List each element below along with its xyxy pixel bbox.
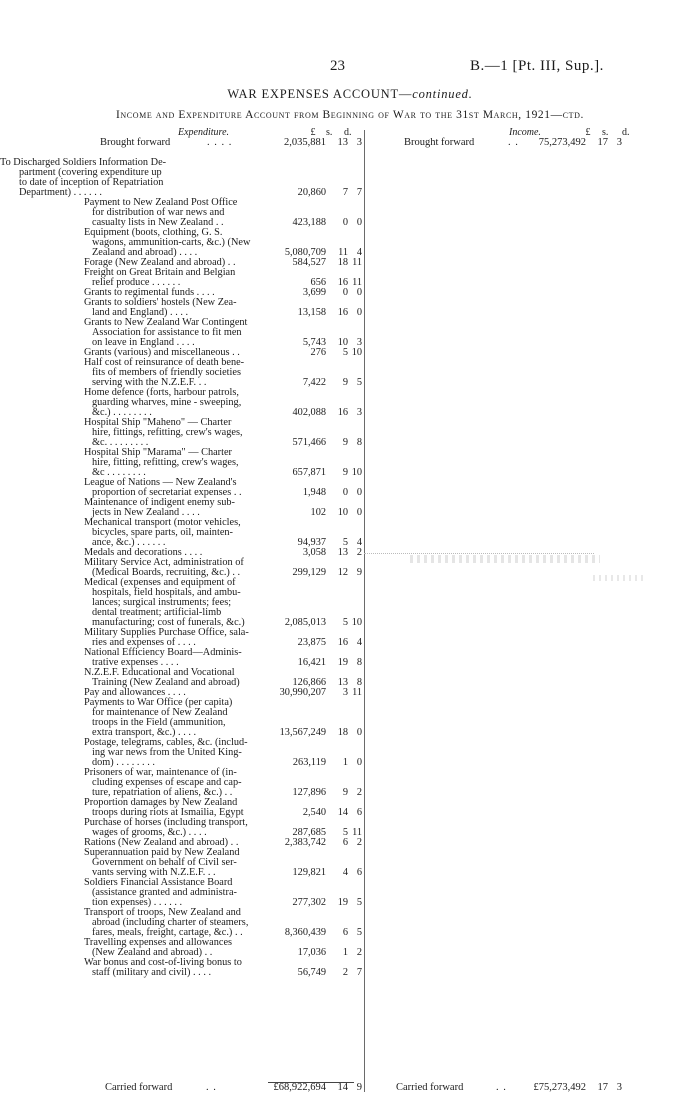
- amount-pence: 11: [352, 827, 362, 838]
- amount-pence: 8: [356, 437, 362, 448]
- entry-text: Half cost of reinsurance of death bene-: [84, 357, 245, 368]
- carried-forward-amount-left: [240, 1082, 362, 1093]
- entry-text: fares, meals, freight, cartage, &c.) . .: [92, 927, 243, 938]
- expenditure-heading: Expenditure.: [178, 127, 230, 138]
- amount-pence: 6: [356, 807, 362, 818]
- pence-heading-left: d.: [344, 127, 352, 138]
- amount-pounds: 276: [310, 347, 326, 358]
- amount-pounds: 2,035,881: [284, 137, 326, 148]
- amount-shillings: 7: [342, 187, 348, 198]
- amount-shillings: 9: [342, 437, 348, 448]
- amount-pence: 0: [356, 217, 362, 228]
- entry-text: Grants to soldiers' hostels (New Zea-: [84, 297, 237, 308]
- entry-text: for maintenance of New Zealand: [92, 707, 228, 718]
- entry-text: proportion of secretariat expenses . .: [92, 487, 242, 498]
- entry-text: to date of inception of Repatriation: [19, 177, 164, 188]
- entry-text: cluding expenses of escape and cap-: [92, 777, 242, 788]
- amount-pence: 0: [356, 487, 362, 498]
- entry-text: &c. . . . . . . . .: [92, 437, 149, 448]
- amount-pounds: 127,896: [292, 787, 326, 798]
- entry-text: Postage, telegrams, cables, &c. (includ-: [84, 737, 248, 748]
- entry-text: serving with the N.Z.E.F. . .: [92, 377, 207, 388]
- entry-text: Payment to New Zealand Post Office: [84, 197, 238, 208]
- amount-pounds: £75,273,492: [533, 1082, 586, 1093]
- amount-pounds: 3,058: [302, 547, 326, 558]
- amount-shillings: 2: [342, 967, 348, 978]
- entry-text: Medals and decorations . . . .: [84, 547, 203, 558]
- carried-forward-label-left: Carried forward: [105, 1082, 173, 1093]
- amount-shillings: 16: [337, 277, 348, 288]
- entry-text: Grants (various) and miscellaneous . .: [84, 347, 240, 358]
- entry-text: Travelling expenses and allowances: [84, 937, 233, 948]
- amount-pounds: 571,466: [292, 437, 326, 448]
- amount-shillings: 6: [342, 837, 348, 848]
- entry-text: wagons, ammunition-carts, &c.) (New: [92, 237, 251, 248]
- expenditure-entry: [66, 628, 362, 648]
- shillings-heading-left: s.: [326, 127, 333, 138]
- pounds-heading-left: £: [310, 127, 316, 138]
- account-title: [0, 87, 700, 102]
- amount-pounds: 402,088: [292, 407, 326, 418]
- amount-pounds: 3,699: [302, 287, 326, 298]
- amount-pounds: 13,158: [297, 307, 326, 318]
- amount-pounds: 656: [310, 277, 326, 288]
- amount-pence: 10: [351, 467, 362, 478]
- entry-text: bicycles, spare parts, oil, mainten-: [92, 527, 233, 538]
- amount-shillings: 14: [337, 807, 348, 818]
- entry-text: War bonus and cost-of-living bonus to: [84, 957, 242, 968]
- entry-text: ing war news from the United King-: [92, 747, 242, 758]
- entry-text: ance, &c.) . . . . . .: [92, 537, 166, 548]
- amount-shillings: 10: [337, 507, 348, 518]
- entry-text: Maintenance of indigent enemy sub-: [84, 497, 235, 508]
- amount-pence: 9: [356, 1082, 362, 1093]
- entry-text: (assistance granted and administra-: [92, 887, 237, 898]
- amount-shillings: 0: [342, 487, 348, 498]
- entry-text: troops in the Field (ammunition,: [92, 717, 226, 728]
- amount-pence: 5: [356, 377, 362, 388]
- amount-pounds: 5,080,709: [284, 247, 326, 258]
- carried-forward-label-right: Carried forward: [396, 1082, 464, 1093]
- expenditure-entry: [66, 818, 362, 838]
- amount-pence: 4: [356, 247, 362, 258]
- column-divider: [364, 130, 365, 1092]
- entry-text: Home defence (forts, harbour patrols,: [84, 387, 239, 398]
- amount-pounds: £68,922,694: [273, 1082, 326, 1093]
- entry-text: Medical (expenses and equipment of: [84, 577, 236, 588]
- entry-text: (Medical Boards, recruiting, &c.) . .: [92, 567, 241, 578]
- amount-pounds: 30,990,207: [279, 687, 326, 698]
- faint-bleed-through: [410, 555, 600, 563]
- amount-pence: 0: [356, 307, 362, 318]
- entry-text: dom) . . . . . . . .: [92, 757, 155, 768]
- entry-text: Freight on Great Britain and Belgian: [84, 267, 236, 278]
- amount-pence: 6: [356, 867, 362, 878]
- amount-pence: 2: [356, 787, 362, 798]
- entry-text: Grants to New Zealand War Contingent: [84, 317, 248, 328]
- amount-shillings: 9: [342, 377, 348, 388]
- amount-shillings: 18: [337, 257, 348, 268]
- expenditure-entry: [66, 908, 362, 938]
- amount-pence: 0: [356, 507, 362, 518]
- expenditure-entry: [66, 418, 362, 448]
- document-reference: B.—1 [Pt. III, Sup.].: [470, 58, 604, 74]
- entry-text: hire, fittings, refitting, crew's wages,: [92, 427, 243, 438]
- expenditure-entry: [66, 768, 362, 798]
- amount-pence: 0: [356, 757, 362, 768]
- entry-text: N.Z.E.F. Educational and Vocational: [84, 667, 235, 678]
- carried-forward-amount-right: [510, 1082, 622, 1093]
- amount-pounds: 102: [310, 507, 326, 518]
- entry-text: Equipment (boots, clothing, G. S.: [84, 227, 223, 238]
- entry-text: Zealand and abroad) . . . .: [92, 247, 198, 258]
- amount-shillings: 13: [337, 547, 348, 558]
- amount-pounds: 16,421: [297, 657, 326, 668]
- entry-text: on leave in England . . . .: [92, 337, 195, 348]
- entry-text: troops during riots at Ismailia, Egypt: [92, 807, 244, 818]
- expenditure-entry: [66, 228, 362, 258]
- amount-pence: 2: [356, 547, 362, 558]
- pounds-heading-right: £: [585, 127, 591, 138]
- amount-shillings: 17: [597, 1082, 608, 1093]
- amount-shillings: 16: [337, 307, 348, 318]
- amount-pence: 11: [352, 687, 362, 698]
- expenditure-entry: [66, 938, 362, 958]
- amount-shillings: 0: [342, 217, 348, 228]
- entry-text: relief produce . . . . . .: [92, 277, 181, 288]
- entry-text: League of Nations — New Zealand's: [84, 477, 237, 488]
- entry-text: National Efficiency Board—Adminis-: [84, 647, 242, 658]
- expenditure-entry: [66, 478, 362, 498]
- entry-text: guarding wharves, mine - sweeping,: [92, 397, 242, 408]
- entry-text: jects in New Zealand . . . .: [92, 507, 200, 518]
- amount-shillings: 3: [342, 687, 348, 698]
- entry-text: vants serving with N.Z.E.F. . .: [92, 867, 216, 878]
- expenditure-entry: [66, 298, 362, 318]
- amount-pence: 5: [356, 897, 362, 908]
- amount-shillings: 0: [342, 287, 348, 298]
- expenditure-entry: [66, 578, 362, 628]
- entry-text: ture, repatriation of aliens, &c.) . .: [92, 787, 233, 798]
- expenditure-entry: [66, 498, 362, 518]
- amount-pounds: 2,085,013: [284, 617, 326, 628]
- amount-shillings: 9: [342, 787, 348, 798]
- expenditure-entry: [66, 698, 362, 738]
- account-title-text: WAR EXPENSES ACCOUNT—continued.: [227, 87, 473, 101]
- carried-forward-dots-right: . .: [496, 1082, 507, 1093]
- amount-pounds: 7,422: [302, 377, 326, 388]
- entry-text: Association for assistance to fit men: [92, 327, 242, 338]
- entry-text: Payments to War Office (per capita): [84, 697, 233, 708]
- page-number: 23: [330, 58, 345, 74]
- entry-text: land and England) . . . .: [92, 307, 189, 318]
- expenditure-entry: [66, 648, 362, 668]
- amount-pence: 7: [356, 187, 362, 198]
- entry-text: trative expenses . . . .: [92, 657, 179, 668]
- amount-pence: 11: [352, 277, 362, 288]
- amount-shillings: 12: [337, 567, 348, 578]
- entry-text: casualty lists in New Zealand . .: [92, 217, 224, 228]
- amount-pence: 3: [616, 1082, 622, 1093]
- amount-pence: 5: [356, 927, 362, 938]
- amount-pounds: 94,937: [297, 537, 326, 548]
- entry-text: hospitals, field hospitals, and ambu-: [92, 587, 241, 598]
- amount-pence: 0: [356, 727, 362, 738]
- amount-shillings: 17: [597, 137, 608, 148]
- amount-shillings: 1: [342, 757, 348, 768]
- entry-text: ries and expenses of . . . .: [92, 637, 196, 648]
- entry-text: Hospital Ship "Marama" — Charter: [84, 447, 232, 458]
- amount-shillings: 11: [338, 247, 348, 258]
- entry-text: fits of members of friendly societies: [92, 367, 241, 378]
- amount-shillings: 18: [337, 727, 348, 738]
- expenditure-entry: [66, 388, 362, 418]
- entry-text: manufacturing; cost of funerals, &c.): [92, 617, 245, 628]
- amount-pounds: 8,360,439: [284, 927, 326, 938]
- amount-pence: 11: [352, 257, 362, 268]
- shillings-heading-right: s.: [602, 127, 609, 138]
- entry-text: Training (New Zealand and abroad): [92, 677, 240, 688]
- amount-shillings: 16: [337, 407, 348, 418]
- entry-text: (New Zealand and abroad) . .: [92, 947, 213, 958]
- entry-text: &c.) . . . . . . . .: [92, 407, 152, 418]
- brought-forward-amount-left: [252, 137, 362, 148]
- amount-pence: 4: [356, 637, 362, 648]
- entry-text: extra transport, &c.) . . . .: [92, 727, 197, 738]
- amount-shillings: 5: [342, 827, 348, 838]
- amount-pounds: 584,527: [292, 257, 326, 268]
- amount-shillings: 6: [342, 927, 348, 938]
- amount-shillings: 13: [337, 137, 348, 148]
- amount-shillings: 5: [342, 347, 348, 358]
- entry-text: &c . . . . . . . .: [92, 467, 146, 478]
- entry-text: Military Supplies Purchase Office, sala-: [84, 627, 249, 638]
- amount-pounds: 287,685: [292, 827, 326, 838]
- amount-shillings: 13: [337, 677, 348, 688]
- amount-shillings: 5: [342, 617, 348, 628]
- expenditure-entry: [66, 558, 362, 578]
- expenditure-entry: [0, 157, 362, 198]
- expenditure-entry: [66, 198, 362, 228]
- expenditure-entry: [66, 518, 362, 548]
- amount-shillings: 16: [337, 637, 348, 648]
- amount-pounds: 129,821: [292, 867, 326, 878]
- expenditure-entry: [66, 958, 362, 978]
- amount-shillings: 19: [337, 657, 348, 668]
- entry-text: Military Service Act, administration of: [84, 557, 244, 568]
- amount-pence: 8: [356, 657, 362, 668]
- amount-pence: 3: [356, 137, 362, 148]
- amount-shillings: 4: [342, 867, 348, 878]
- entry-text: abroad (including charter of steamers,: [92, 917, 249, 928]
- amount-pence: 0: [356, 287, 362, 298]
- brought-forward-dots-left: . . . .: [207, 137, 233, 148]
- amount-pounds: 2,383,742: [284, 837, 326, 848]
- entry-text: Superannuation paid by New Zealand: [84, 847, 240, 858]
- entry-text: Prisoners of war, maintenance of (in-: [84, 767, 237, 778]
- entry-text: lances; surgical instruments; fees;: [92, 597, 232, 608]
- entry-text: wages of grooms, &c.) . . . .: [92, 827, 207, 838]
- amount-pence: 3: [356, 407, 362, 418]
- entry-text: Proportion damages by New Zealand: [84, 797, 238, 808]
- expenditure-entry: [66, 738, 362, 768]
- brought-forward-dots-right: . .: [508, 137, 519, 148]
- amount-pounds: 1,948: [302, 487, 326, 498]
- brought-forward-label-right: Brought forward: [404, 137, 475, 148]
- entry-text: staff (military and civil) . . . .: [92, 967, 212, 978]
- entry-line: [66, 968, 362, 978]
- brought-forward-label-left: Brought forward: [100, 137, 171, 148]
- entry-text: partment (covering expenditure up: [19, 167, 162, 178]
- amount-pounds: 299,129: [292, 567, 326, 578]
- entry-text: To Discharged Soldiers Information De-: [0, 157, 167, 168]
- amount-pence: 7: [356, 967, 362, 978]
- entry-text: Government on behalf of Civil ser-: [92, 857, 237, 868]
- entry-text: tion expenses) . . . . . .: [92, 897, 183, 908]
- amount-pence: 8: [356, 677, 362, 688]
- faint-bleed-through: [593, 575, 645, 581]
- expenditure-entry: [66, 448, 362, 478]
- entry-text: Grants to regimental funds . . . .: [84, 287, 215, 298]
- entry-text: Rations (New Zealand and abroad) . .: [84, 837, 239, 848]
- entry-text: Transport of troops, New Zealand and: [84, 907, 241, 918]
- amount-shillings: 1: [342, 947, 348, 958]
- amount-pence: 2: [356, 947, 362, 958]
- amount-pounds: 5,743: [302, 337, 326, 348]
- amount-pence: 2: [356, 837, 362, 848]
- amount-pence: 10: [351, 617, 362, 628]
- amount-pounds: 20,860: [297, 187, 326, 198]
- amount-pence: 3: [356, 337, 362, 348]
- amount-pounds: 56,749: [297, 967, 326, 978]
- brought-forward-amount-right: [510, 137, 622, 148]
- amount-pence: 9: [356, 567, 362, 578]
- entry-text: Purchase of horses (including transport,: [84, 817, 248, 828]
- expenditure-entry: [66, 798, 362, 818]
- amount-shillings: 19: [337, 897, 348, 908]
- amount-pounds: 126,866: [292, 677, 326, 688]
- amount-pence: 4: [356, 537, 362, 548]
- entry-text: Mechanical transport (motor vehicles,: [84, 517, 241, 528]
- entry-text: dental treatment; artificial-limb: [92, 607, 222, 618]
- entry-text: for distribution of war news and: [92, 207, 225, 218]
- amount-shillings: 9: [342, 467, 348, 478]
- expenditure-entry: [66, 848, 362, 878]
- amount-pounds: 423,188: [292, 217, 326, 228]
- amount-shillings: 5: [342, 537, 348, 548]
- expenditure-entry: [66, 358, 362, 388]
- entry-text: Hospital Ship "Maheno" — Charter: [84, 417, 232, 428]
- entry-text: hire, fitting, refitting, crew's wages,: [92, 457, 239, 468]
- entry-text: Forage (New Zealand and abroad) . .: [84, 257, 236, 268]
- amount-pounds: 75,273,492: [538, 137, 586, 148]
- carried-forward-dots-left: . .: [206, 1082, 217, 1093]
- amount-pence: 10: [351, 347, 362, 358]
- entry-text: Pay and allowances . . . .: [84, 687, 186, 698]
- amount-pence: 3: [616, 137, 622, 148]
- expenditure-entry: [66, 268, 362, 288]
- expenditure-entry: [66, 668, 362, 688]
- amount-pounds: 17,036: [297, 947, 326, 958]
- amount-pounds: 23,875: [297, 637, 326, 648]
- amount-pounds: 277,302: [292, 897, 326, 908]
- amount-pounds: 657,871: [292, 467, 326, 478]
- expenditure-entry: [66, 878, 362, 908]
- entry-text: Department) . . . . . .: [19, 187, 102, 198]
- amount-shillings: 10: [337, 337, 348, 348]
- amount-pounds: 13,567,249: [279, 727, 326, 738]
- account-subtitle: Income and Expenditure Account from Beginning of War to the 31st March, 1921—ctd.: [116, 109, 584, 121]
- amount-pounds: 2,540: [302, 807, 326, 818]
- amount-shillings: 14: [337, 1082, 348, 1093]
- pence-heading-right: d.: [622, 127, 630, 138]
- income-heading: Income.: [509, 127, 541, 138]
- dotted-rule: [364, 553, 594, 554]
- expenditure-entry: [66, 318, 362, 348]
- amount-pounds: 263,119: [292, 757, 326, 768]
- entry-text: Soldiers Financial Assistance Board: [84, 877, 233, 888]
